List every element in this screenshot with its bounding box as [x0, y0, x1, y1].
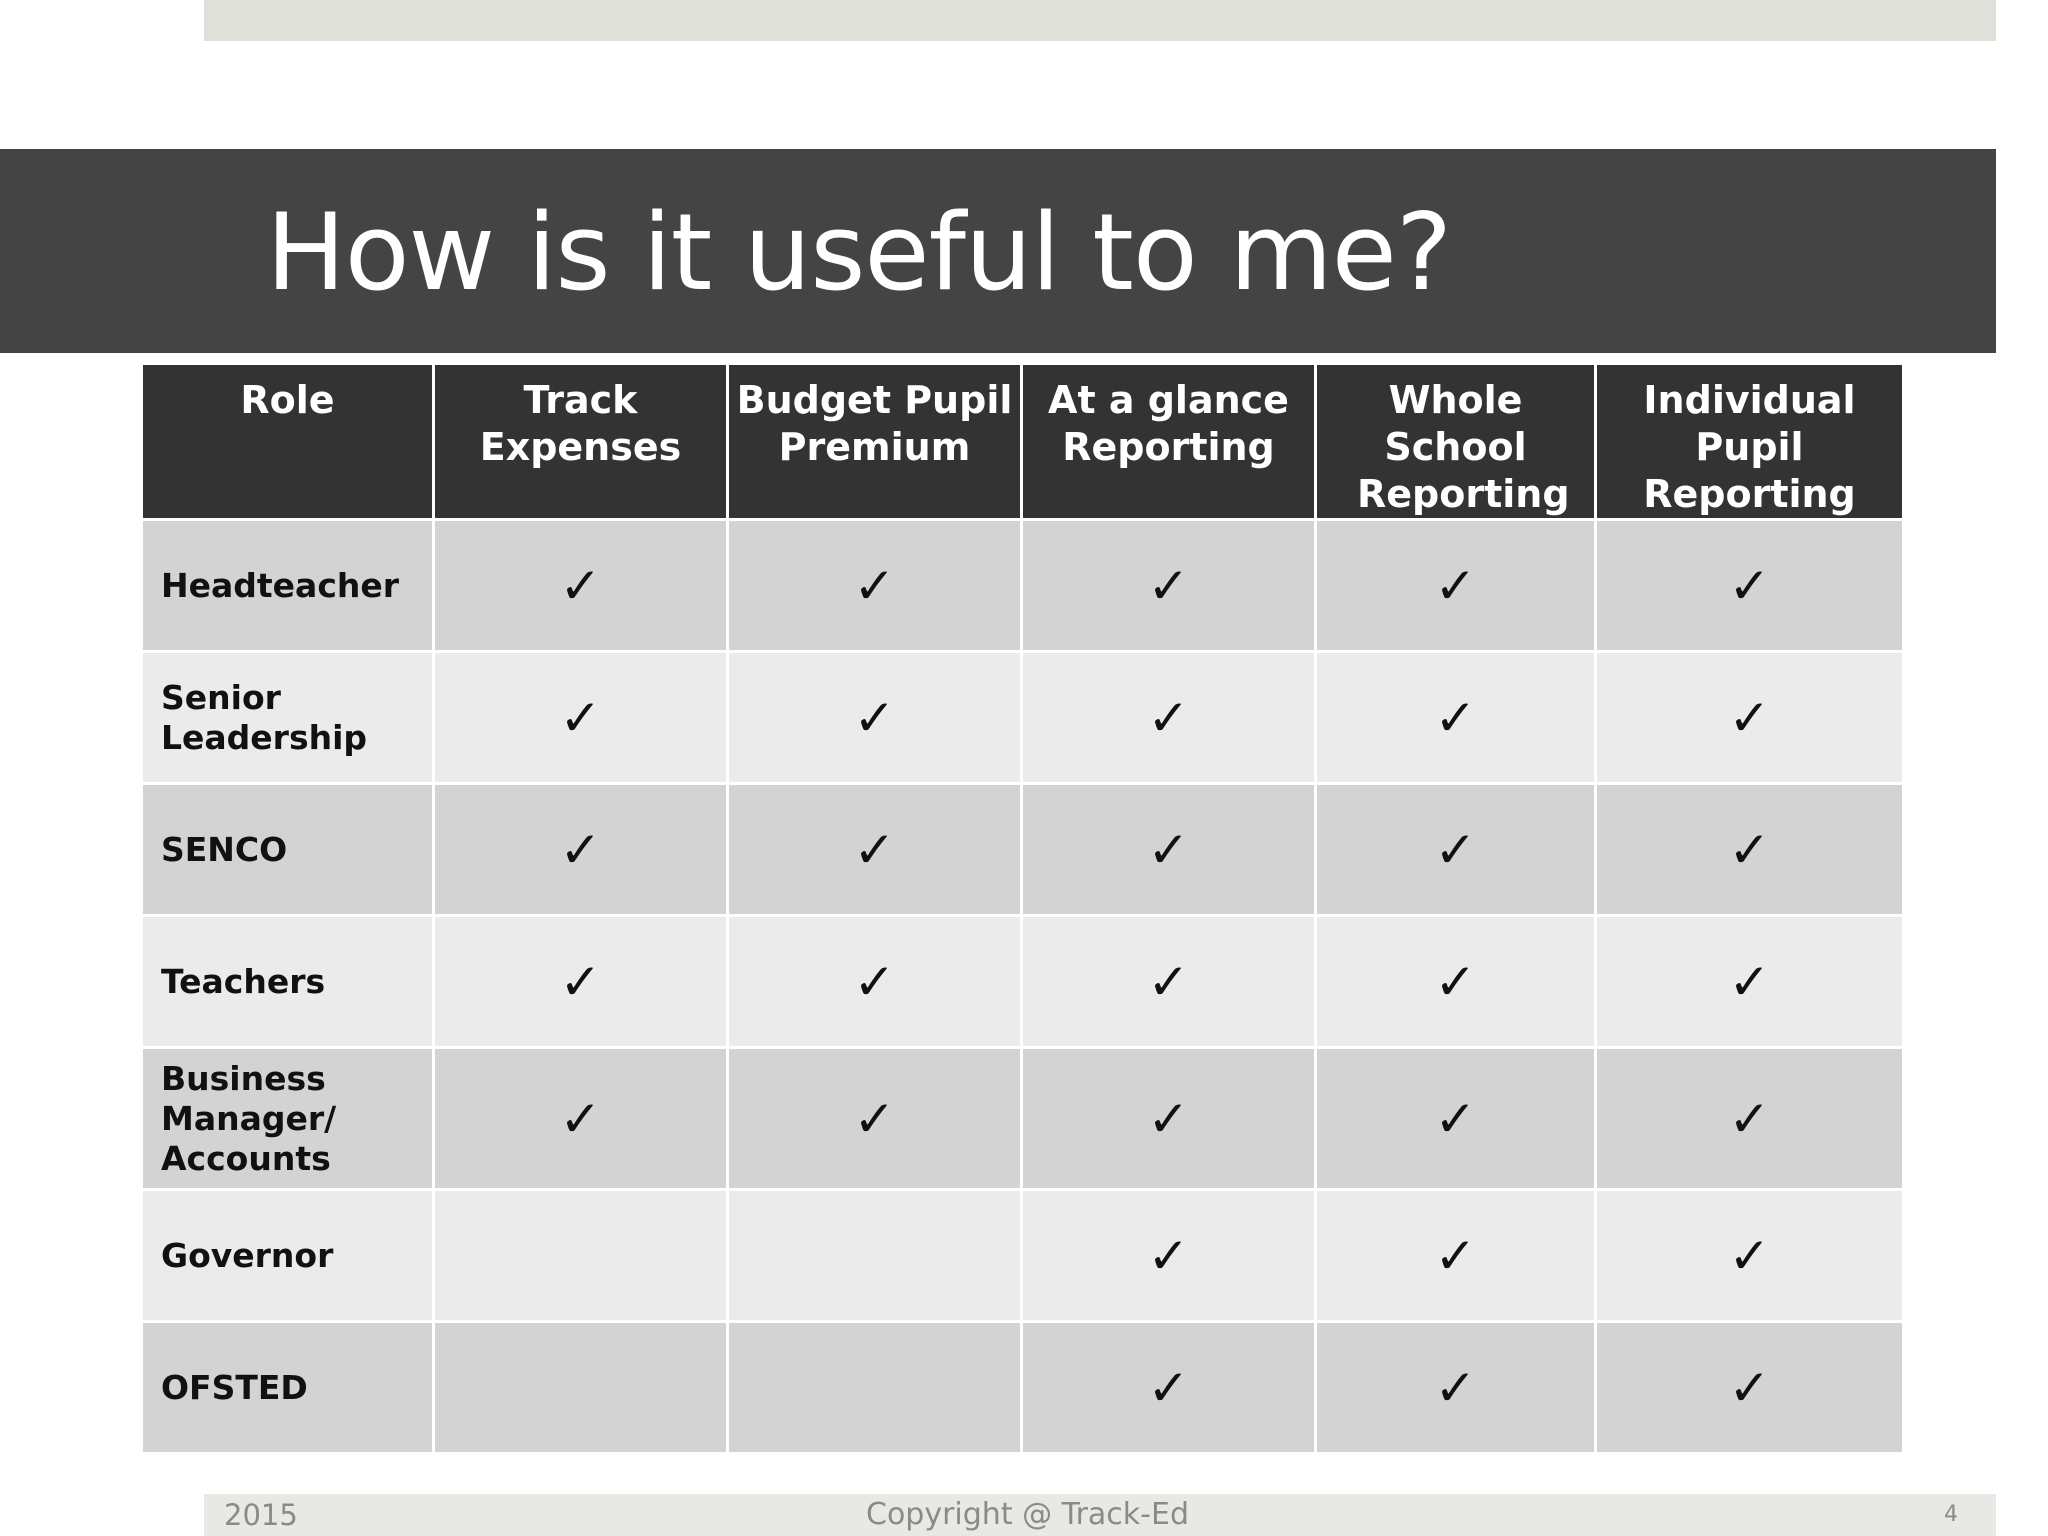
feature-cell — [434, 652, 728, 784]
header-at-a-glance-reporting: At a glance Reporting — [1022, 364, 1316, 520]
checkmark-icon: ✓ — [1728, 1358, 1771, 1417]
feature-cell — [1022, 916, 1316, 1048]
feature-cell — [728, 784, 1022, 916]
checkmark-icon: ✓ — [1147, 820, 1190, 879]
footer-page-number: 4 — [1944, 1502, 1958, 1527]
checkmark-icon: ✓ — [853, 556, 896, 615]
footer-year: 2015 — [224, 1498, 298, 1532]
checkmark-icon: ✓ — [1434, 1226, 1477, 1285]
footer-copyright: Copyright @ Track-Ed — [866, 1497, 1189, 1532]
feature-cell — [434, 916, 728, 1048]
checkmark-icon: ✓ — [559, 952, 602, 1011]
feature-cell — [1596, 652, 1904, 784]
checkmark-icon: ✓ — [1147, 556, 1190, 615]
checkmark-icon: ✓ — [1147, 1089, 1190, 1148]
checkmark-icon: ✓ — [1434, 952, 1477, 1011]
table-body — [142, 520, 1904, 1454]
checkmark-icon: ✓ — [853, 1089, 896, 1148]
checkmark-icon: ✓ — [1147, 1226, 1190, 1285]
feature-cell — [1022, 520, 1316, 652]
feature-cell — [728, 520, 1022, 652]
feature-cell — [434, 1048, 728, 1190]
feature-cell — [1022, 1048, 1316, 1190]
table-row — [142, 784, 1904, 916]
checkmark-icon: ✓ — [1147, 952, 1190, 1011]
checkmark-icon: ✓ — [559, 1089, 602, 1148]
checkmark-icon: ✓ — [1147, 688, 1190, 747]
feature-cell — [1022, 1190, 1316, 1322]
header-role: Role — [142, 364, 434, 520]
role-cell: Headteacher — [142, 520, 434, 652]
slide-title: How is it useful to me? — [266, 191, 1452, 314]
checkmark-icon: ✓ — [1434, 820, 1477, 879]
checkmark-icon: ✓ — [559, 820, 602, 879]
role-cell: Teachers — [142, 916, 434, 1048]
role-cell: Governor — [142, 1190, 434, 1322]
feature-cell — [1022, 784, 1316, 916]
feature-cell — [1022, 652, 1316, 784]
top-decorative-band — [204, 0, 1996, 41]
feature-cell — [1596, 520, 1904, 652]
feature-cell — [728, 1190, 1022, 1322]
feature-cell — [1596, 1048, 1904, 1190]
feature-cell — [434, 1190, 728, 1322]
header-whole-school-reporting: Whole School Reporting — [1316, 364, 1596, 520]
feature-cell — [728, 652, 1022, 784]
feature-cell — [1596, 784, 1904, 916]
checkmark-icon: ✓ — [1434, 556, 1477, 615]
header-individual-pupil-reporting: Individual Pupil Reporting — [1596, 364, 1904, 520]
feature-cell — [1316, 1048, 1596, 1190]
table-row — [142, 1190, 1904, 1322]
checkmark-icon: ✓ — [853, 820, 896, 879]
feature-cell — [728, 916, 1022, 1048]
checkmark-icon: ✓ — [853, 952, 896, 1011]
feature-cell — [1316, 916, 1596, 1048]
checkmark-icon: ✓ — [1434, 688, 1477, 747]
header-row — [142, 364, 1904, 520]
table-row — [142, 520, 1904, 652]
role-cell: OFSTED — [142, 1322, 434, 1454]
checkmark-icon: ✓ — [1728, 820, 1771, 879]
checkmark-icon: ✓ — [1728, 952, 1771, 1011]
checkmark-icon: ✓ — [1147, 1358, 1190, 1417]
header-track-expenses: Track Expenses — [434, 364, 728, 520]
feature-cell — [1596, 916, 1904, 1048]
checkmark-icon: ✓ — [1728, 688, 1771, 747]
checkmark-icon: ✓ — [853, 688, 896, 747]
feature-cell — [1022, 1322, 1316, 1454]
role-cell: Business Manager/ Accounts — [142, 1048, 434, 1190]
role-cell: Senior Leadership — [142, 652, 434, 784]
checkmark-icon: ✓ — [1434, 1358, 1477, 1417]
checkmark-icon: ✓ — [559, 556, 602, 615]
feature-cell — [434, 1322, 728, 1454]
feature-cell — [1316, 784, 1596, 916]
header-budget-pupil-premium: Budget Pupil Premium — [728, 364, 1022, 520]
role-feature-table — [140, 362, 1905, 1455]
checkmark-icon: ✓ — [1728, 1089, 1771, 1148]
table-row — [142, 916, 1904, 1048]
feature-cell — [1596, 1322, 1904, 1454]
feature-cell — [728, 1322, 1022, 1454]
role-cell: SENCO — [142, 784, 434, 916]
feature-cell — [728, 1048, 1022, 1190]
table-row — [142, 1048, 1904, 1190]
feature-cell — [434, 784, 728, 916]
feature-cell — [1596, 1190, 1904, 1322]
checkmark-icon: ✓ — [1728, 1226, 1771, 1285]
feature-cell — [1316, 1322, 1596, 1454]
table-row — [142, 1322, 1904, 1454]
table-header — [142, 364, 1904, 520]
table-row — [142, 652, 1904, 784]
checkmark-icon: ✓ — [559, 688, 602, 747]
feature-cell — [1316, 1190, 1596, 1322]
feature-cell — [1316, 520, 1596, 652]
feature-cell — [1316, 652, 1596, 784]
checkmark-icon: ✓ — [1434, 1089, 1477, 1148]
feature-cell — [434, 520, 728, 652]
checkmark-icon: ✓ — [1728, 556, 1771, 615]
